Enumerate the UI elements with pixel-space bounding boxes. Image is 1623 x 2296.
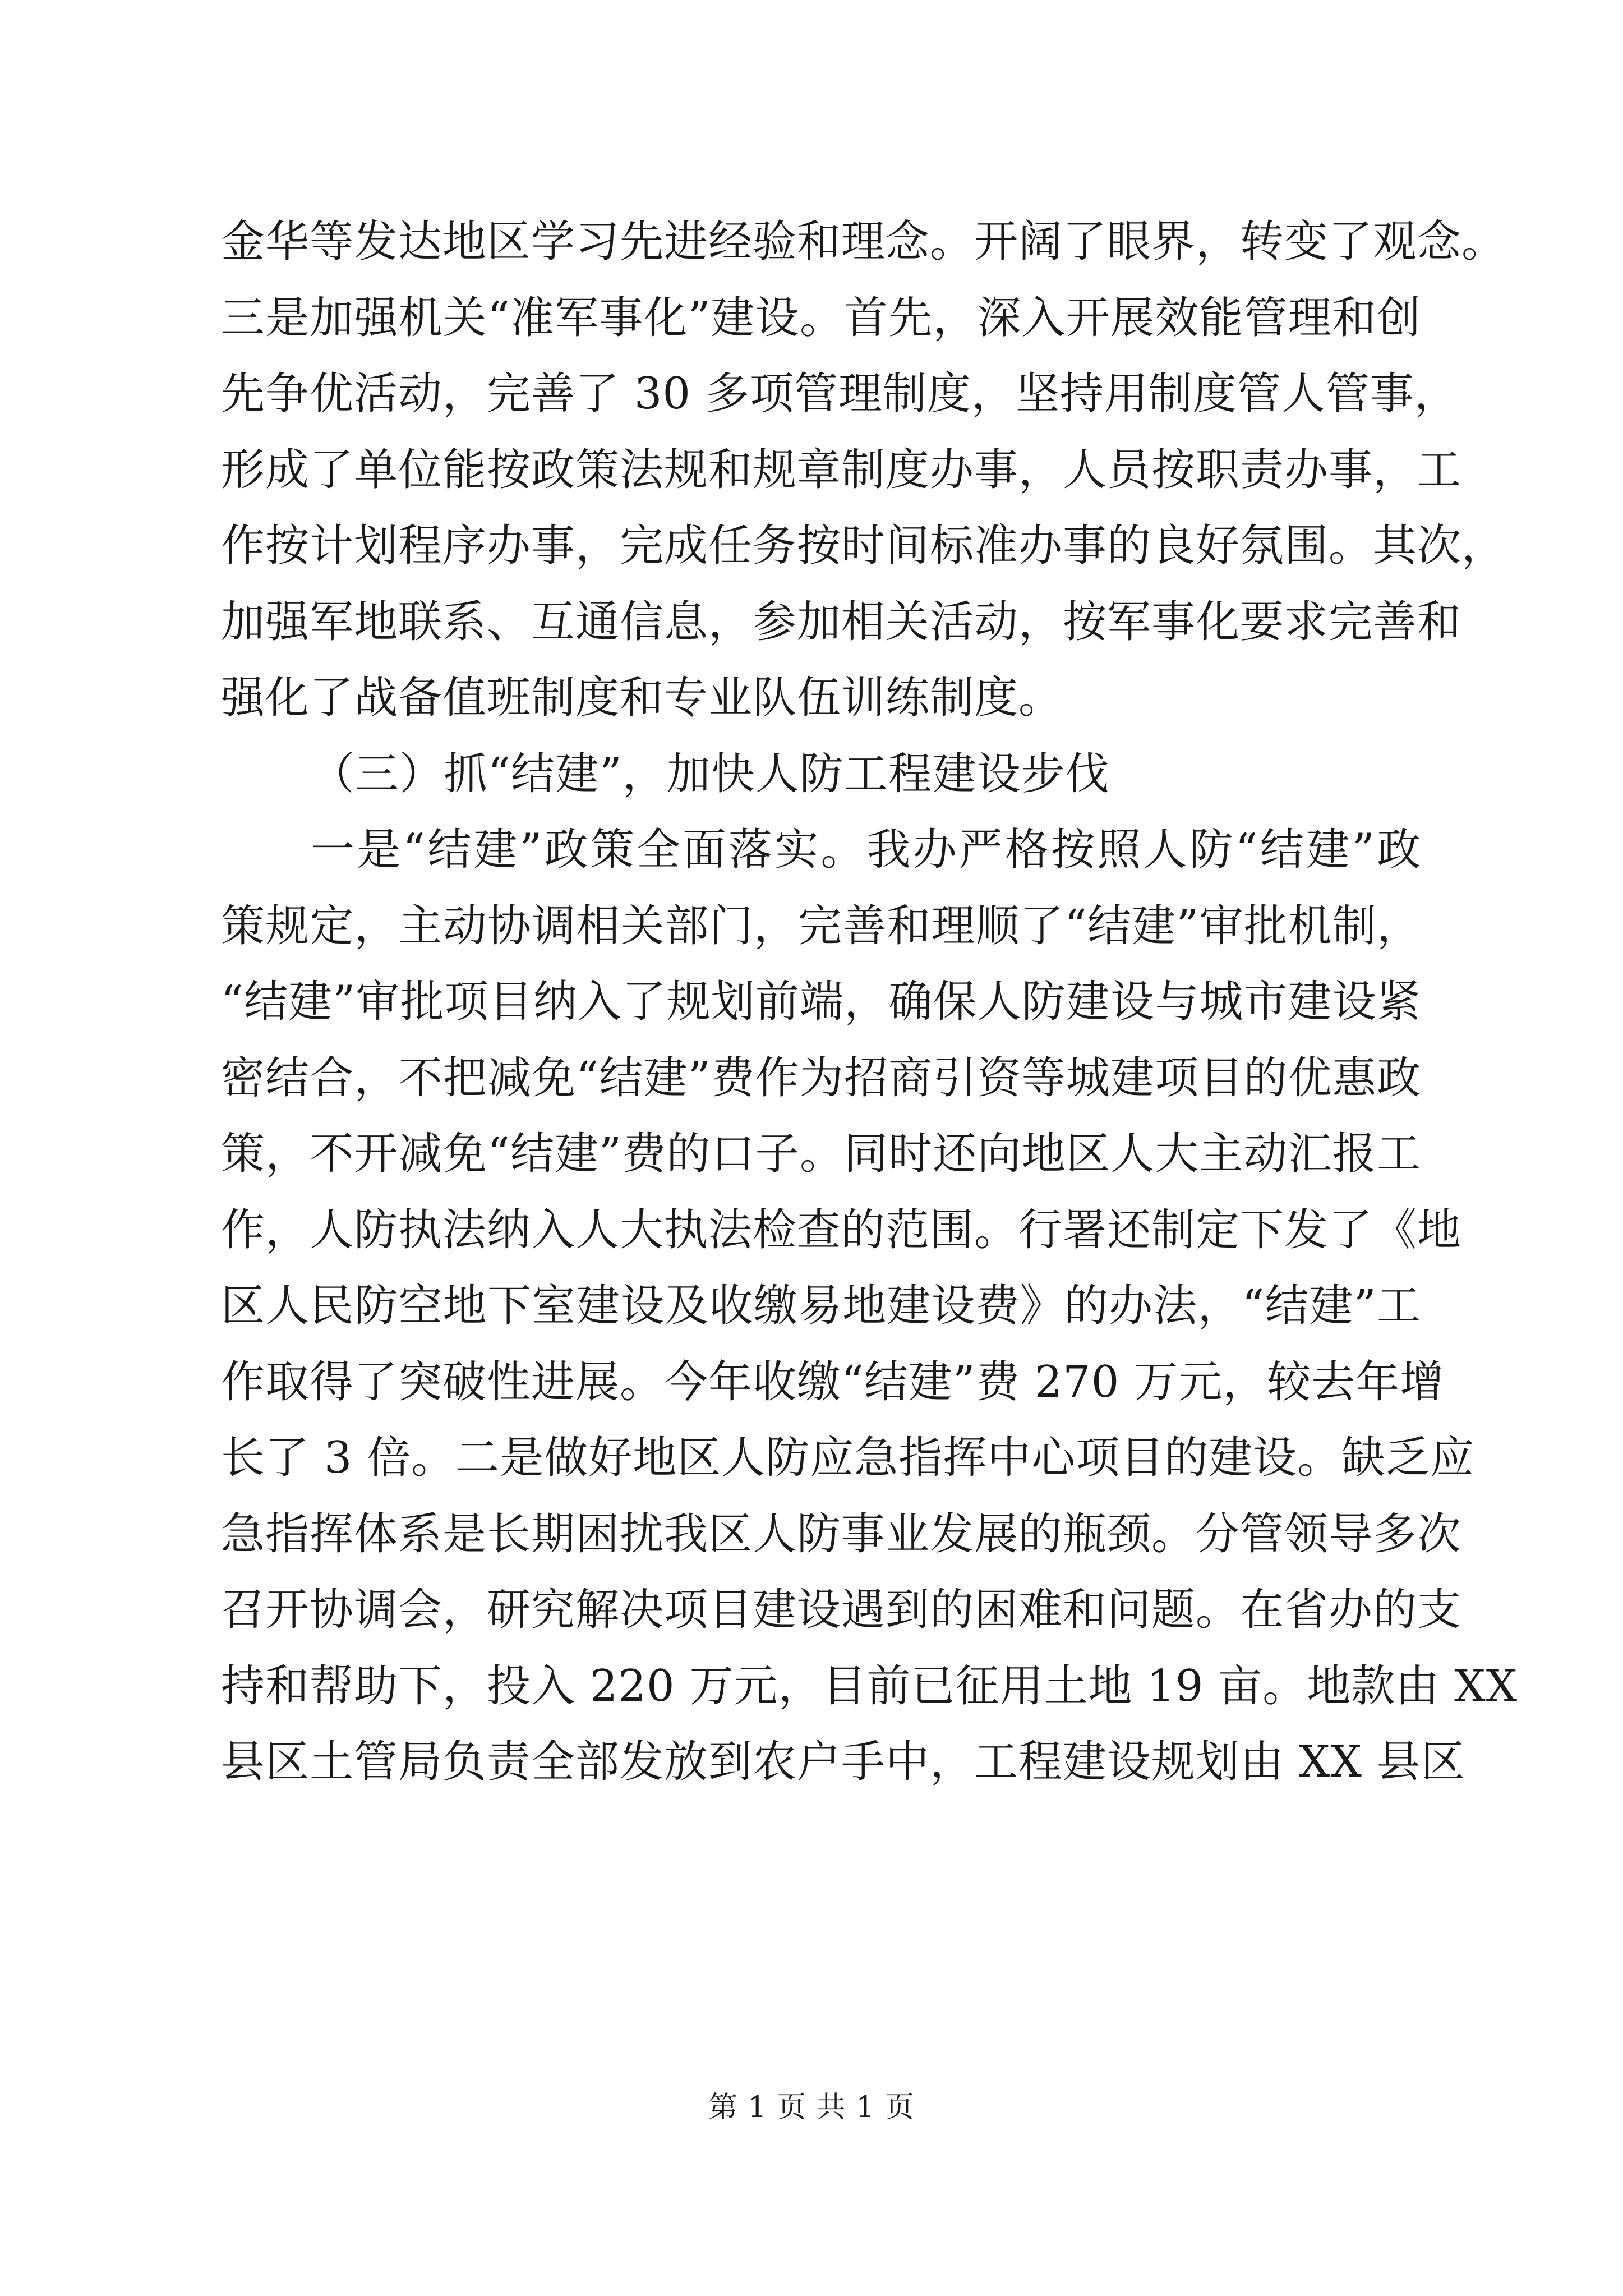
section-heading: （三）抓“结建”，加快人防工程建设步伐 [311, 748, 1110, 799]
text-line: 作，人防执法纳入人大执法检查的范围。行署还制定下发了《地 [221, 1204, 1462, 1255]
text-line: 策规定，主动协调相关部门，完善和理顺了“结建”审批机制， [221, 900, 1421, 951]
text-line: 先争优活动，完善了 30 多项管理制度，坚持用制度管人管事， [221, 369, 1459, 419]
text-line: 金华等发达地区学习先进经验和理念。开阔了眼界，转变了观念。 [221, 217, 1506, 267]
text-line: 作按计划程序办事，完成任务按时间标准办事的良好氛围。其次， [221, 521, 1506, 571]
text-line: 策，不开减免“结建”费的口子。同时还向地区人大主动汇报工 [221, 1129, 1421, 1179]
body-text [221, 204, 1518, 1801]
text-line: 区人民防空地下室建设及收缴易地建设费》的办法，“结建”工 [221, 1281, 1421, 1331]
text-line: 加强军地联系、互通信息，参加相关活动，按军事化要求完善和 [221, 596, 1462, 647]
text-line: 强化了战备值班制度和专业队伍训练制度。 [221, 673, 1063, 723]
text-line: 持和帮助下，投入 220 万元，目前已征用土地 19 亩。地款由 XX [221, 1660, 1518, 1711]
text-line: 召开协调会，研究解决项目建设遇到的困难和问题。在省办的支 [221, 1585, 1462, 1635]
text-line: 形成了单位能按政策法规和规章制度办事，人员按职责办事，工 [221, 444, 1462, 495]
text-line: 作取得了突破性进展。今年收缴“结建”费 270 万元，较去年增 [221, 1356, 1445, 1407]
text-line: 密结合，不把减免“结建”费作为招商引资等城建项目的优惠政 [221, 1052, 1421, 1103]
text-line: 县区土管局负责全部发放到农户手中，工程建设规划由 XX 县区 [221, 1737, 1465, 1787]
paragraph-first-line: 一是“结建”政策全面落实。我办严格按照人防“结建”政 [311, 825, 1421, 875]
text-line: “结建”审批项目纳入了规划前端，确保人防建设与城市建设紧 [221, 977, 1421, 1027]
page-number-footer: 第 1 页 共 1 页 [708, 2091, 915, 2124]
text-line: 长了 3 倍。二是做好地区人防应急指挥中心项目的建设。缺乏应 [221, 1433, 1475, 1483]
text-line: 急指挥体系是长期困扰我区人防事业发展的瓶颈。分管领导多次 [221, 1508, 1462, 1559]
text-line: 三是加强机关“准军事化”建设。首先，深入开展效能管理和创 [221, 292, 1421, 343]
